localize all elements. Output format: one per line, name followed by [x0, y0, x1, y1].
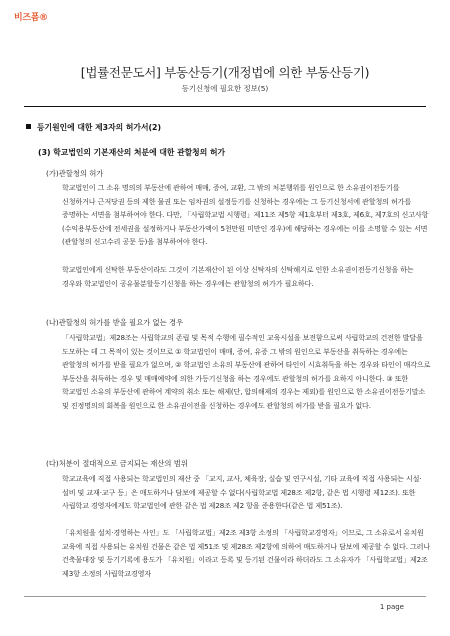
document-subtitle: 등기신청에 필요한 정보(5) [181, 84, 269, 93]
paragraph: 「사립학교법」제28조는 사립학교의 존립 및 목적 수행에 필수적인 교육시설을 보전함으로써 사립학교의 건전한 발달을 도모하는 데 그 목적이 있는 것이므로 ① 학교법인이 매매, 증여, 유증 그 밖의 원인으로 부동산을 취득하는 경우에는 관할청의 허가를 받을 필요가 없으며, ② 학교법인 소유의 부동산에 관하여 타인이 시효취득을 하는 경우와 타인이 매각으로 부동산을 취득하는 경우 및 매매예약에 의한 가등기신청을 하는 경우에도 관할청의 허가를 요하지 아니한다. ③ 또한 학교법인 소유의 부동산에 관하여 계약의 취소 또는 해제(단, 합의해제의 경우는 제외)를 원인으로 한 소유권이전등기말소 및 진정명의의 회복을 원인으로 한 소유권이전을 신청하는 경우에도 관할청의 허가를 받을 필요가 없다. [62, 333, 431, 410]
document-title: [법률전문도서] 부동산등기(개정법에 의한 부동산등기) [80, 65, 370, 80]
item-label-ga: (가)관할청의 허가 [46, 169, 104, 178]
title-divider [24, 106, 426, 107]
item-label-na: (나)관할청의 허가를 받을 필요가 없는 경우 [46, 318, 184, 327]
item-label-da: (다)처분이 절대적으로 금지되는 재산의 범위 [46, 459, 188, 468]
paragraph: 「유치원을 설치·경영하는 사인」도 「사립학교법」제2조 제3항 소정의 「사립학교경영자」이므로, 그 소유로서 유치원 교육에 직접 사용되는 유치원 건물은 같은 법 제51조 및 제28조 제2항에 의하여 매도하거나 담보에 제공할 수 없다. 그러나 건축물대장 및 등기기록에 용도가 「유치원」이라고 등록 및 등기된 건물이라 하더라도 그 소유자가 「사립학교법」제2조 제3항 소정의 사립학교경영자 [62, 528, 431, 578]
section-heading [26, 122, 161, 133]
paragraph: 학교법인이 그 소유 명의의 부동산에 관하여 매매, 증여, 교환, 그 밖의 처분행위를 원인으로 한 소유권이전등기를 신청하거나 근저당권 등의 제한 물권 또는 임차권의 설정등기를 신청하는 경우에는 그 등기신청서에 관할청의 허가를 증명하는 서면을 첨부하여야 한다. 다만, 「사립학교법 시행령」제11조 제5항 제1호부터 제3호, 제6호, 제7호의 신고사항(수익용부동산에 전세권을 설정하거나 부동산가액이 5천만원 미만인 경우)에 해당하는 경우에는 이를 소명할 수 있는 서면(관할청의 신고수리 공문 등)을 첨부하여야 한다. [62, 183, 429, 247]
page-number: 1 page [379, 603, 404, 611]
paragraph: 학교교육에 직접 사용되는 학교법인의 재산 중 「교지, 교사, 체육장, 실습 및 연구시설, 기타 교육에 직접 사용되는 시설·설비 및 교재·교구 등」은 매도하거나 담보에 제공할 수 없다(사립학교법 제28조 제2항, 같은 법 시행령 제12조). 또한 사립학교 경영자에게도 학교법인에 관한 같은 법 제28조 제2 항을 준용한다(같은 법 제51조). [62, 474, 422, 511]
section-heading-text: 등기원인에 대한 제3자의 허가서(2) [37, 123, 162, 132]
square-bullet-icon [26, 124, 31, 129]
paragraph: 학교법인에게 신탁한 부동산이라도 그것이 기본재산이 된 이상 신탁자의 신탁해지로 인한 소유권이전등기신청을 하는 경우와 학교법인이 공유물분할등기신청을 하는 경우에는 관할청의 허가가 필요하다. [62, 265, 414, 288]
footer-divider [24, 596, 426, 597]
bizforms-logo: 비즈폼® [14, 13, 48, 23]
subsection-heading: (3) 학교법인의 기본재산의 처분에 대한 관할청의 허가 [38, 148, 226, 157]
